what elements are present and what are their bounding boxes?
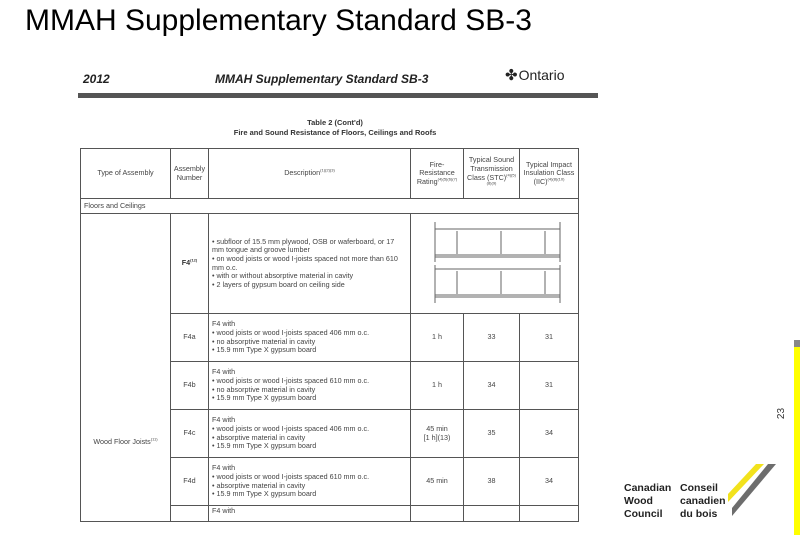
iic-value: 34 <box>520 458 579 506</box>
col-fire: Fire-Resistance Rating$^{(4)(5)(6)(7)}$ <box>411 149 464 199</box>
stc-value: 33 <box>464 314 520 362</box>
description: F4 with • wood joists or wood I-joists spaced 406 mm o.c. • no absorptive material in cavity • 15.9 mm Type X gypsum board <box>209 314 411 362</box>
fire-rating: 1 h <box>411 362 464 410</box>
col-iic: Typical Impact Insulation Class (IIC)$^{(4)(8)(10)}$ <box>520 149 579 199</box>
assembly-drawing <box>411 214 579 314</box>
logo-text: Canadian <box>624 482 672 494</box>
col-description: Description$^{(1)(2)(3)}$ <box>209 149 411 199</box>
assembly-number: F4$^{(12)}$ <box>171 214 209 314</box>
assembly-number: F4b <box>171 362 209 410</box>
ontario-logo <box>505 66 565 84</box>
cwc-logo-mark <box>728 464 778 516</box>
document-year: 2012 <box>83 72 110 86</box>
fire-rating: 1 h <box>411 314 464 362</box>
floor-section-drawing <box>415 217 575 307</box>
logo-text: Conseil <box>680 482 718 494</box>
iic-value: 31 <box>520 362 579 410</box>
stc-value: 35 <box>464 410 520 458</box>
section-row <box>81 199 579 214</box>
accent-tab <box>794 340 800 347</box>
iic-value: 31 <box>520 314 579 362</box>
description: F4 with • wood joists or wood I-joists spaced 610 mm o.c. • absorptive material in cavity • 15.9 mm Type X gypsum board <box>209 458 411 506</box>
fire-rating: 45 min [1 h](13) <box>411 410 464 458</box>
type-cell: Wood Floor Joists$^{(11)}$ <box>81 214 171 522</box>
fire-rating: 45 min <box>411 458 464 506</box>
stc-value: 38 <box>464 458 520 506</box>
assembly-number: F4d <box>171 458 209 506</box>
table-row <box>81 214 579 314</box>
assembly-number: F4c <box>171 410 209 458</box>
description: • subfloor of 15.5 mm plywood, OSB or waferboard, or 17 mm tongue and groove lumber • on wood joists or wood I-joists spaced not more than 610 mm o.c. • with or without absorptive material in cavity • 2 layers of gypsum board on ceiling side <box>209 214 411 314</box>
trillium-icon: ✤ <box>505 67 518 84</box>
document-header: MMAH Supplementary Standard SB-3 <box>215 72 429 86</box>
section-label: Floors and Ceilings <box>81 199 579 214</box>
description: F4 with <box>209 506 411 522</box>
logo-text: du bois <box>680 508 718 520</box>
iic-value: 34 <box>520 410 579 458</box>
description: F4 with • wood joists or wood I-joists spaced 406 mm o.c. • absorptive material in cavity • 15.9 mm Type X gypsum board <box>209 410 411 458</box>
accent-bar <box>794 347 800 535</box>
slide-title: MMAH Supplementary Standard SB-3 <box>25 4 532 37</box>
logo-text: canadien <box>680 495 726 507</box>
col-number: Assembly Number <box>171 149 209 199</box>
col-type: Type of Assembly <box>81 149 171 199</box>
table-subtitle: Fire and Sound Resistance of Floors, Ceilings and Roofs <box>233 128 437 137</box>
fire-sound-table <box>80 148 579 522</box>
col-stc: Typical Sound Transmission Class (STC)$^{(4)(5)(8)(9)}$ <box>464 149 520 199</box>
table-header-row <box>81 149 579 199</box>
description: F4 with • wood joists or wood I-joists spaced 610 mm o.c. • no absorptive material in cavity • 15.9 mm Type X gypsum board <box>209 362 411 410</box>
ontario-logo-text: Ontario <box>518 67 565 83</box>
table-title: Table 2 (Cont'd) <box>307 118 363 127</box>
assembly-number: F4a <box>171 314 209 362</box>
stc-value: 34 <box>464 362 520 410</box>
logo-text: Wood <box>624 495 653 507</box>
logo-text: Council <box>624 508 663 520</box>
header-rule <box>78 93 598 98</box>
page-number: 23 <box>776 407 788 420</box>
